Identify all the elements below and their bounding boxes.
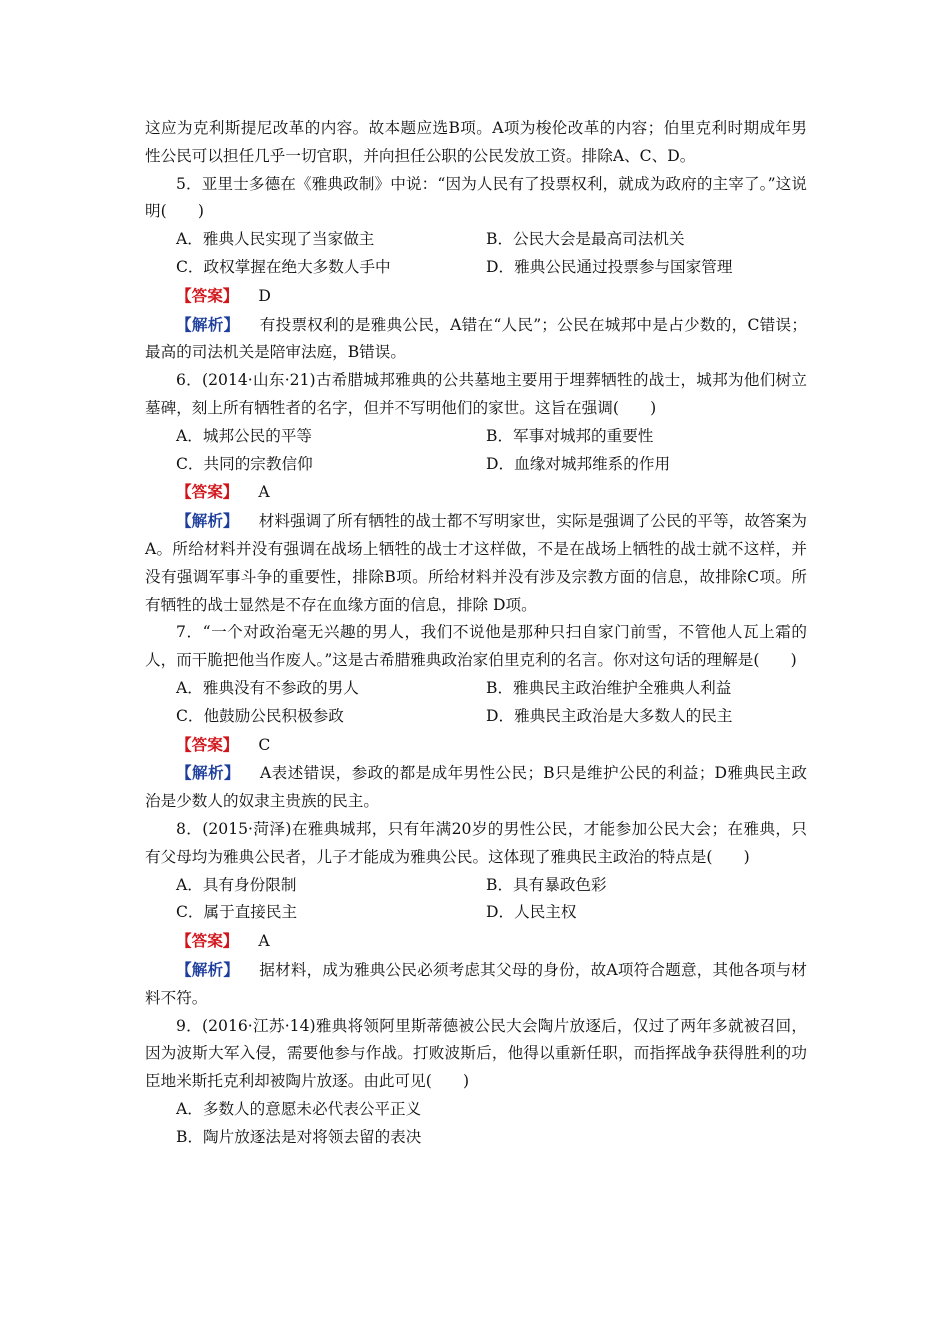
- option-a: A．多数人的意愿未必代表公平正义: [176, 1099, 422, 1118]
- intro-paragraph: 这应为克利斯提尼改革的内容。故本题应选B项。A项为梭伦改革的内容；伯里克利时期成年男性公民可以担任几乎一切官职，并向担任公职的公民发放工资。排除A、C、D。: [145, 119, 807, 165]
- question-8: [145, 816, 807, 1013]
- option-b: B．陶片放逐法是对将领去留的表决: [176, 1127, 422, 1146]
- question-9: [145, 1013, 807, 1152]
- option-b: B．公民大会是最高司法机关: [486, 230, 685, 249]
- option-a: A．具有身份限制: [176, 875, 297, 894]
- answer-label: 【答案】: [176, 482, 239, 502]
- explanation: [145, 956, 807, 1013]
- option-c: C．政权掌握在绝大多数人手中: [176, 257, 391, 276]
- question-7: [145, 619, 807, 816]
- question-stem: 6．(2014·山东·21)古希腊城邦雅典的公共墓地主要用于埋葬牺牲的战士，城邦为他们树立墓碑，刻上所有牺牲者的名字，但并不写明他们的家世。这旨在强调( ): [145, 371, 807, 417]
- answer-value: D: [258, 286, 271, 305]
- document-page: [145, 115, 807, 1151]
- question-6: [145, 367, 807, 619]
- option-d: D．血缘对城邦维系的作用: [486, 454, 671, 473]
- answer-label: 【答案】: [176, 734, 239, 754]
- option-a: A．城邦公民的平等: [176, 426, 313, 445]
- explanation-text: 据材料，成为雅典公民必须考虑其父母的身份，故A项符合题意，其他各项与材料不符。: [145, 960, 807, 1007]
- question-stem: 9．(2016·江苏·14)雅典将领阿里斯蒂德被公民大会陶片放逐后，仅过了两年多就被召回，因为波斯大军入侵，需要他参与作战。打败波斯后，他得以重新任职，而指挥战争获得胜利的功臣地米斯托克利却被陶片放逐。由此可见( ): [145, 1016, 807, 1091]
- options-grid: [145, 423, 807, 479]
- explanation-label: 【解析】: [176, 511, 239, 531]
- option-d: D．雅典民主政治是大多数人的民主: [486, 706, 733, 725]
- explanation-text: A表述错误，参政的都是成年男性公民；B只是维护公民的利益；D雅典民主政治是少数人的奴隶主贵族的民主。: [145, 764, 807, 811]
- answer-value: A: [258, 483, 270, 502]
- explanation-label: 【解析】: [176, 314, 240, 334]
- answer-value: A: [258, 932, 270, 951]
- options-grid: [145, 675, 807, 731]
- option-b: B．军事对城邦的重要性: [486, 426, 654, 445]
- option-b: B．具有暴政色彩: [486, 875, 607, 894]
- explanation: [145, 759, 807, 816]
- option-d: D．雅典公民通过投票参与国家管理: [486, 257, 733, 276]
- explanation-text: 材料强调了所有牺牲的战士都不写明家世，实际是强调了公民的平等，故答案为A。所给材料并没有强调在战场上牺牲的战士才这样做，不是在战场上牺牲的战士就不这样，并没有强调军事斗争的重要性，排除B项。所给材料并没有涉及宗教方面的信息，故排除C项。所有牺牲的战士显然是不存在血缘方面的信息，排除 D项。: [145, 512, 807, 614]
- answer-label: 【答案】: [176, 931, 239, 951]
- answer-line: [145, 731, 807, 760]
- option-a: A．雅典人民实现了当家做主: [176, 230, 375, 249]
- explanation-text: 有投票权利的是雅典公民，A错在“人民”；公民在城邦中是占少数的，C错误；最高的司法机关是陪审法庭，B错误。: [145, 315, 807, 362]
- options-grid: [145, 226, 807, 282]
- question-stem: 8．(2015·菏泽)在雅典城邦，只有年满20岁的男性公民，才能参加公民大会；在雅典，只有父母均为雅典公民者，儿子才能成为雅典公民。这体现了雅典民主政治的特点是( ): [145, 819, 807, 866]
- option-c: C．他鼓励公民积极参政: [176, 706, 344, 725]
- question-5: [145, 171, 807, 368]
- option-d: D．人民主权: [486, 903, 577, 922]
- option-c: C．共同的宗教信仰: [176, 454, 313, 473]
- option-a: A．雅典没有不参政的男人: [176, 678, 359, 697]
- explanation-label: 【解析】: [176, 763, 240, 783]
- question-stem: 5．亚里士多德在《雅典政制》中说：“因为人民有了投票权利，就成为政府的主宰了。”这说明( ): [145, 174, 807, 221]
- options-grid: [145, 872, 807, 928]
- answer-line: [145, 927, 807, 956]
- answer-line: [145, 282, 807, 311]
- answer-label: 【答案】: [176, 285, 239, 305]
- explanation-label: 【解析】: [176, 959, 240, 979]
- explanation: [145, 311, 807, 368]
- option-b: B．雅典民主政治维护全雅典人利益: [486, 678, 732, 697]
- answer-line: [145, 478, 807, 507]
- answer-value: C: [258, 735, 271, 754]
- explanation: [145, 507, 807, 619]
- question-stem: 7．“一个对政治毫无兴趣的男人，我们不说他是那种只扫自家门前雪，不管他人瓦上霜的人，而干脆把他当作废人。”这是古希腊雅典政治家伯里克利的名言。你对这句话的理解是( ): [145, 623, 807, 670]
- option-c: C．属于直接民主: [176, 903, 298, 922]
